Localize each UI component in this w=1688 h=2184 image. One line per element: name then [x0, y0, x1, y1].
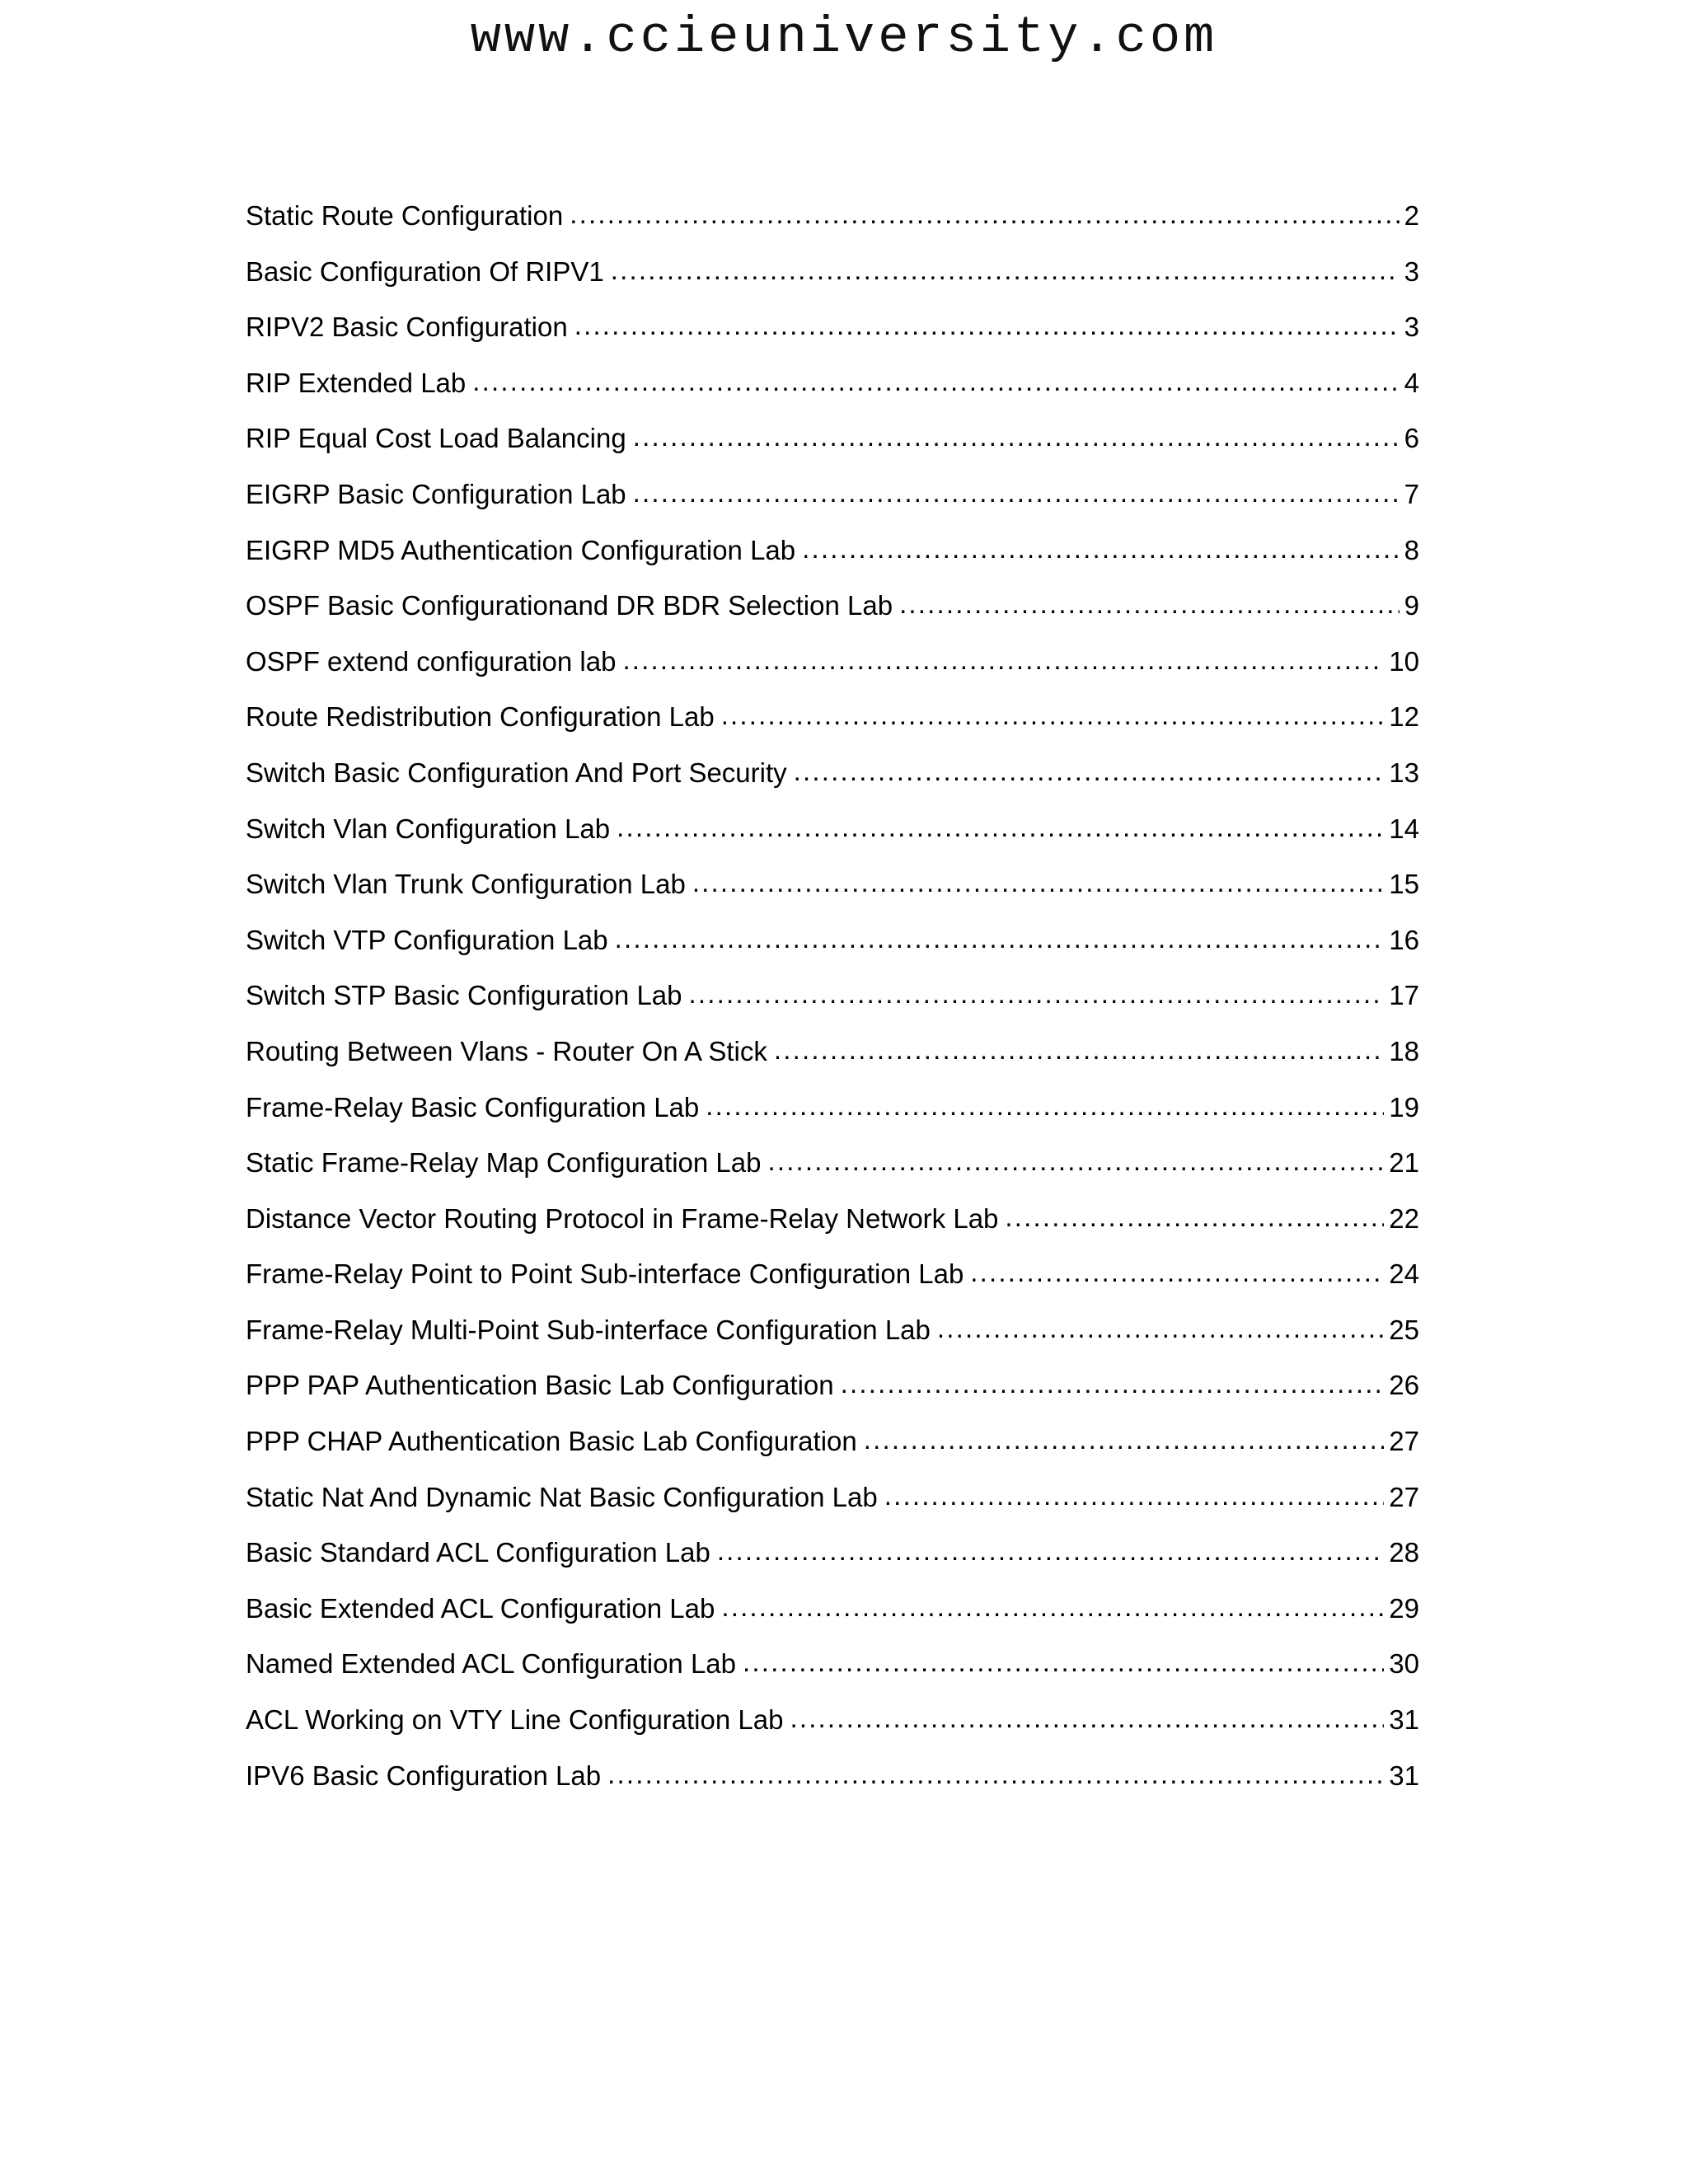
toc-entry-title: OSPF extend configuration lab	[246, 645, 617, 677]
toc-entry[interactable]	[246, 637, 1419, 693]
toc-entry-title: ACL Working on VTY Line Configuration Lab	[246, 1704, 784, 1736]
toc-entry[interactable]	[246, 1361, 1419, 1417]
dot-leader	[864, 1415, 1385, 1465]
toc-entry-page: 31	[1389, 1760, 1419, 1791]
toc-entry[interactable]	[246, 1417, 1419, 1473]
dot-leader	[615, 914, 1385, 963]
dot-leader	[574, 301, 1400, 350]
toc-entry-page: 30	[1389, 1648, 1419, 1680]
dot-leader	[611, 246, 1400, 295]
toc-entry-page: 31	[1389, 1704, 1419, 1736]
dot-leader	[899, 579, 1400, 629]
dot-leader	[721, 1582, 1384, 1632]
toc-entry-page: 26	[1389, 1370, 1419, 1401]
toc-entry-title: Route Redistribution Configuration Lab	[246, 701, 715, 733]
toc-entry[interactable]	[246, 916, 1419, 972]
toc-entry-page: 8	[1404, 534, 1419, 565]
dot-leader	[767, 1137, 1384, 1186]
toc-entry-page: 29	[1389, 1592, 1419, 1624]
dot-leader	[794, 747, 1385, 796]
toc-entry-title: Switch VTP Configuration Lab	[246, 924, 608, 955]
toc-entry-title: Static Nat And Dynamic Nat Basic Configuration Lab	[246, 1481, 878, 1512]
toc-entry-title: Basic Extended ACL Configuration Lab	[246, 1592, 715, 1624]
toc-entry-page: 28	[1389, 1537, 1419, 1568]
toc-entry-title: Distance Vector Routing Protocol in Frame-Relay Network Lab	[246, 1202, 999, 1234]
toc-entry-page: 22	[1389, 1202, 1419, 1234]
toc-entry[interactable]	[246, 414, 1419, 470]
toc-entry-title: Routing Between Vlans - Router On A Stick	[246, 1035, 767, 1066]
dot-leader	[622, 635, 1384, 685]
toc-entry-title: Switch Basic Configuration And Port Security	[246, 757, 787, 788]
toc-entry-page: 2	[1404, 200, 1419, 231]
dot-leader	[884, 1471, 1385, 1521]
toc-entry-title: EIGRP MD5 Authentication Configuration Lab	[246, 534, 796, 565]
toc-entry-page: 13	[1389, 757, 1419, 788]
toc-entry[interactable]	[246, 804, 1419, 860]
toc-entry[interactable]	[246, 1249, 1419, 1305]
toc-entry-title: Named Extended ACL Configuration Lab	[246, 1648, 736, 1680]
dot-leader	[743, 1638, 1384, 1687]
toc-entry[interactable]	[246, 971, 1419, 1027]
dot-leader	[970, 1248, 1384, 1297]
toc-entry-page: 6	[1404, 423, 1419, 454]
toc-entry[interactable]	[246, 1751, 1419, 1807]
toc-entry-page: 4	[1404, 367, 1419, 398]
dot-leader	[692, 858, 1384, 907]
dot-leader	[706, 1081, 1384, 1131]
dot-leader	[717, 1526, 1384, 1576]
toc-entry-page: 7	[1404, 478, 1419, 509]
toc-entry-page: 25	[1389, 1314, 1419, 1345]
dot-leader	[617, 803, 1384, 852]
toc-entry[interactable]	[246, 1473, 1419, 1529]
toc-entry-title: EIGRP Basic Configuration Lab	[246, 478, 626, 509]
toc-entry-title: Switch Vlan Trunk Configuration Lab	[246, 869, 686, 900]
dot-leader	[937, 1304, 1384, 1353]
toc-entry-page: 27	[1389, 1481, 1419, 1512]
toc-entry-title: RIPV2 Basic Configuration	[246, 312, 568, 343]
toc-entry[interactable]	[246, 247, 1419, 303]
table-of-contents	[246, 191, 1419, 1807]
toc-entry[interactable]	[246, 692, 1419, 748]
toc-entry-page: 21	[1389, 1147, 1419, 1179]
dot-leader	[633, 412, 1400, 462]
toc-entry-title: Static Frame-Relay Map Configuration Lab	[246, 1147, 762, 1179]
toc-entry-title: RIP Equal Cost Load Balancing	[246, 423, 626, 454]
toc-entry[interactable]	[246, 860, 1419, 916]
toc-entry-page: 27	[1389, 1426, 1419, 1457]
toc-entry[interactable]	[246, 1305, 1419, 1361]
toc-entry[interactable]	[246, 1584, 1419, 1640]
toc-entry[interactable]	[246, 359, 1419, 415]
toc-entry-title: Static Route Configuration	[246, 200, 564, 231]
toc-entry[interactable]	[246, 302, 1419, 359]
toc-entry-page: 15	[1389, 869, 1419, 900]
toc-entry-page: 24	[1389, 1258, 1419, 1290]
toc-entry[interactable]	[246, 1138, 1419, 1194]
dot-leader	[841, 1359, 1385, 1408]
dot-leader	[633, 468, 1400, 518]
toc-entry[interactable]	[246, 526, 1419, 582]
toc-entry[interactable]	[246, 1194, 1419, 1250]
toc-entry[interactable]	[246, 470, 1419, 526]
toc-entry-title: PPP PAP Authentication Basic Lab Configuration	[246, 1370, 834, 1401]
dot-leader	[721, 691, 1385, 740]
dot-leader	[774, 1025, 1384, 1075]
dot-leader	[802, 524, 1400, 574]
toc-entry-page: 3	[1404, 255, 1419, 287]
toc-entry-title: Basic Configuration Of RIPV1	[246, 255, 604, 287]
toc-entry-page: 16	[1389, 924, 1419, 955]
toc-entry-title: PPP CHAP Authentication Basic Lab Configuration	[246, 1426, 857, 1457]
dot-leader	[607, 1750, 1384, 1799]
dot-leader	[689, 969, 1385, 1019]
toc-entry-page: 14	[1389, 813, 1419, 844]
toc-entry[interactable]	[246, 191, 1419, 247]
toc-entry-page: 9	[1404, 590, 1419, 621]
toc-entry-page: 17	[1389, 980, 1419, 1011]
toc-entry-title: IPV6 Basic Configuration Lab	[246, 1760, 602, 1791]
dot-leader	[472, 357, 1399, 406]
toc-entry[interactable]	[246, 1695, 1419, 1751]
toc-entry[interactable]	[246, 748, 1419, 804]
toc-entry-title: RIP Extended Lab	[246, 367, 467, 398]
dot-leader	[790, 1694, 1384, 1743]
toc-entry[interactable]	[246, 1528, 1419, 1584]
toc-entry-page: 19	[1389, 1091, 1419, 1122]
toc-entry-title: OSPF Basic Configurationand DR BDR Selection Lab	[246, 590, 893, 621]
toc-entry[interactable]	[246, 1639, 1419, 1695]
dot-leader	[1005, 1193, 1384, 1242]
toc-entry-page: 10	[1389, 645, 1419, 677]
toc-entry-title: Basic Standard ACL Configuration Lab	[246, 1537, 710, 1568]
toc-entry-title: Switch Vlan Configuration Lab	[246, 813, 611, 844]
toc-entry-page: 3	[1404, 312, 1419, 343]
toc-entry-title: Frame-Relay Point to Point Sub-interface Configuration Lab	[246, 1258, 964, 1290]
toc-entry[interactable]	[246, 1027, 1419, 1083]
toc-entry-title: Switch STP Basic Configuration Lab	[246, 980, 682, 1011]
toc-entry[interactable]	[246, 581, 1419, 637]
toc-entry-page: 12	[1389, 701, 1419, 733]
dot-leader	[570, 190, 1399, 239]
site-header: www.ccieuniversity.com	[470, 8, 1218, 67]
toc-entry[interactable]	[246, 1083, 1419, 1139]
toc-entry-title: Frame-Relay Basic Configuration Lab	[246, 1091, 700, 1122]
toc-entry-page: 18	[1389, 1035, 1419, 1066]
toc-entry-title: Frame-Relay Multi-Point Sub-interface Configuration Lab	[246, 1314, 931, 1345]
